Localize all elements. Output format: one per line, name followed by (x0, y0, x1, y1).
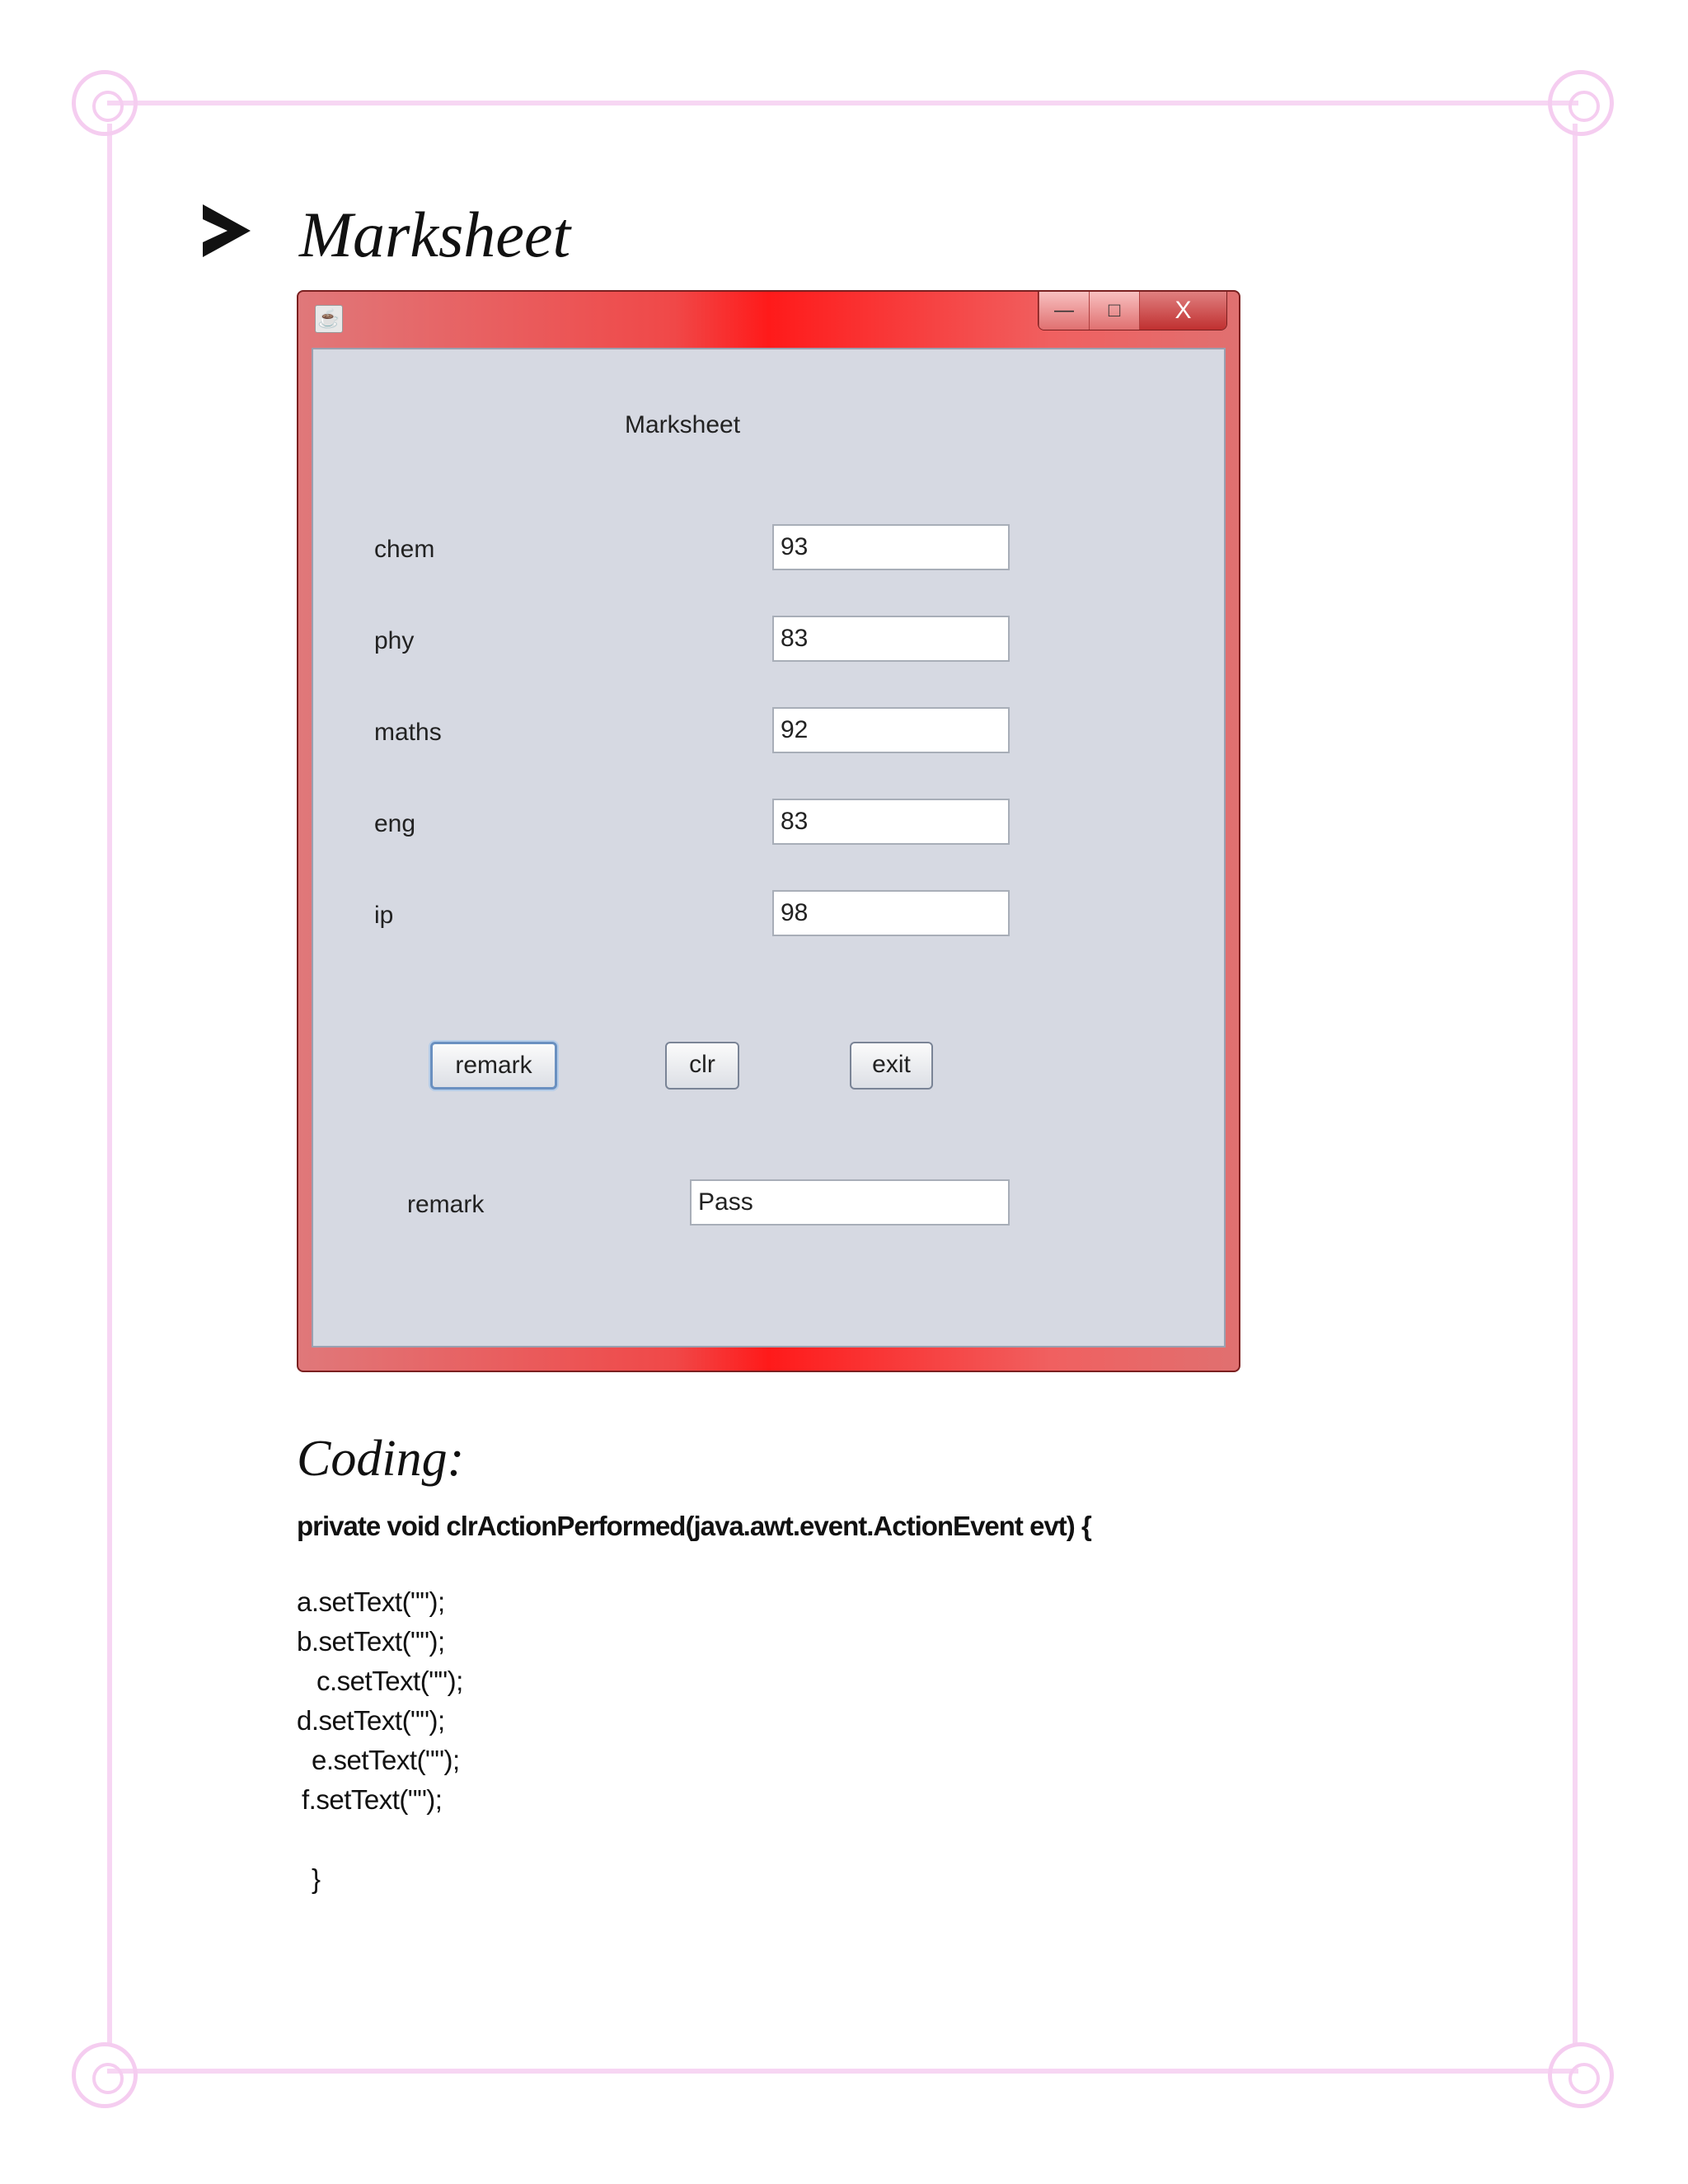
code-line: c.setText(""); (316, 1666, 463, 1696)
arrow-bullet-icon (203, 204, 251, 257)
remark-field[interactable]: Pass (690, 1179, 1010, 1226)
coding-heading: Coding: (297, 1431, 465, 1487)
page-heading: Marksheet (299, 199, 571, 270)
window-controls (1038, 292, 1227, 330)
form-title: Marksheet (625, 411, 741, 438)
ip-field[interactable]: 98 (772, 890, 1010, 936)
close-button[interactable]: X (1139, 292, 1226, 330)
page-border-left (107, 124, 112, 2044)
ip-label: ip (374, 902, 394, 929)
eng-label: eng (374, 810, 416, 837)
chem-label: chem (374, 536, 435, 563)
page-border-bottom (107, 2069, 1578, 2074)
code-line: f.setText(""); (302, 1784, 443, 1815)
code-signature: private void clrActionPerformed(java.awt.event.ActionEvent evt) { (297, 1511, 1091, 1541)
corner-ornament-icon (72, 2042, 138, 2108)
eng-field[interactable]: 83 (772, 799, 1010, 845)
maths-label: maths (374, 719, 442, 746)
chem-field[interactable]: 93 (772, 524, 1010, 570)
java-cup-icon[interactable]: ☕ (315, 305, 343, 333)
minimize-button[interactable]: — (1039, 292, 1089, 330)
remark-button[interactable]: remark (430, 1042, 557, 1090)
maximize-button[interactable]: □ (1089, 292, 1139, 330)
window-content (312, 348, 1226, 1347)
code-line: a.setText(""); (297, 1586, 445, 1617)
code-line: b.setText(""); (297, 1626, 445, 1657)
code-line: d.setText(""); (297, 1705, 445, 1736)
code-line: e.setText(""); (312, 1745, 460, 1775)
corner-ornament-icon (1548, 2042, 1614, 2108)
corner-ornament-icon (72, 70, 138, 136)
phy-label: phy (374, 627, 415, 654)
code-closing-brace: } (312, 1863, 321, 1894)
remark-label: remark (407, 1191, 485, 1218)
page-border-top (107, 101, 1578, 105)
maths-field[interactable]: 92 (772, 707, 1010, 753)
corner-ornament-icon (1548, 70, 1614, 136)
marksheet-window (297, 290, 1240, 1372)
exit-button[interactable]: exit (850, 1042, 933, 1090)
phy-field[interactable]: 83 (772, 616, 1010, 662)
page-border-right (1573, 124, 1578, 2044)
clr-button[interactable]: clr (665, 1042, 739, 1090)
